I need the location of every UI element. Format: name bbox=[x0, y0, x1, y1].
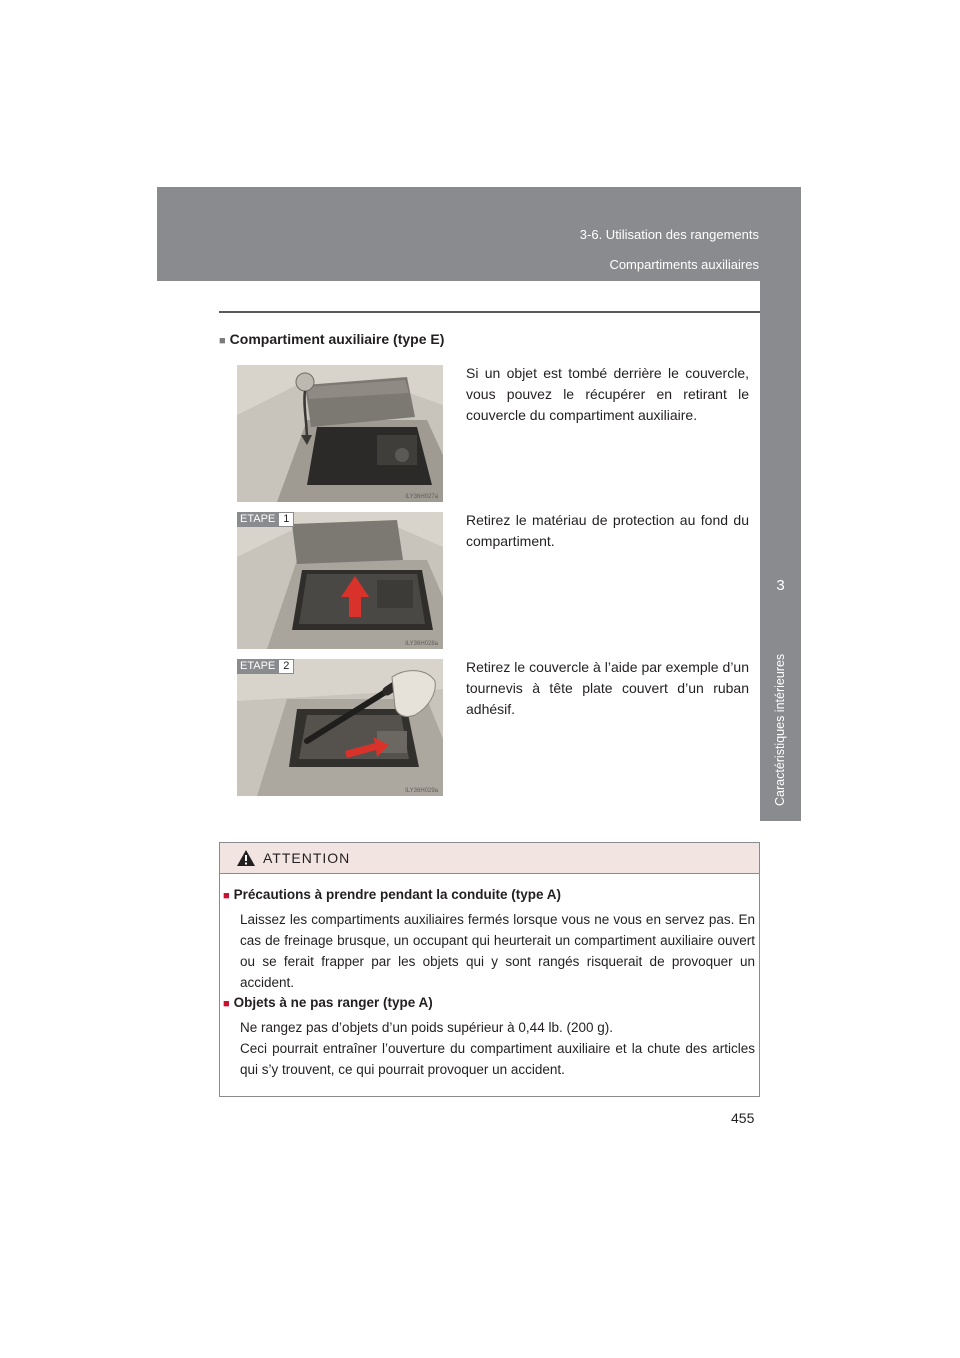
screwdriver-illustration bbox=[237, 659, 443, 796]
warning-item-title: Objets à ne pas ranger (type A) bbox=[233, 995, 433, 1010]
warning-item-title: Précautions à prendre pendant la conduite (type A) bbox=[233, 887, 561, 902]
section-heading-text: Compartiment auxiliaire (type E) bbox=[229, 331, 445, 347]
warning-marker: ■ bbox=[223, 998, 230, 1010]
header-section-title: 3-6. Utilisation des rangements bbox=[579, 227, 759, 242]
section-marker: ■ bbox=[219, 335, 226, 347]
compartment-lid-illustration bbox=[237, 365, 443, 502]
step-label: ETAPE bbox=[237, 659, 278, 674]
chapter-tab bbox=[760, 281, 801, 821]
section-heading bbox=[219, 331, 444, 347]
step-1-text: Retirez le matériau de protection au fond du compartiment. bbox=[466, 512, 749, 549]
step-0-text: Si un objet est tombé derrière le couvercle, vous pouvez le récupérer en retirant le couvercle du compartiment auxiliaire. bbox=[466, 365, 749, 423]
warning-paragraph: Ne rangez pas d’objets d’un poids supérieur à 0,44 lb. (200 g). bbox=[240, 1020, 613, 1035]
warning-paragraph: Laissez les compartiments auxiliaires fermés lorsque vous ne vous en servez pas. En cas de freinage brusque, un occupant qui heurterait un compartiment auxiliaire ouvert ou se ferait frapper par les objets qui y sont rangés risquerait de provoquer un accident. bbox=[240, 912, 755, 990]
step-number: 1 bbox=[278, 512, 294, 527]
photo-remove-protection bbox=[237, 512, 443, 649]
step-1-badge bbox=[237, 512, 294, 527]
step-2-badge bbox=[237, 659, 294, 674]
page-number: 455 bbox=[731, 1110, 755, 1126]
header-subsection-title: Compartiments auxiliaires bbox=[609, 257, 759, 272]
image-code: ILY36H029a bbox=[405, 788, 438, 794]
warning-item-body bbox=[240, 1017, 755, 1080]
chapter-title: Caractéristiques intérieures bbox=[773, 653, 787, 806]
step-label: ETAPE bbox=[237, 512, 278, 527]
photo-compartment-lid bbox=[237, 365, 443, 502]
image-code: ILY36H028a bbox=[405, 641, 438, 647]
image-code: ILY36H027a bbox=[405, 494, 438, 500]
page-header bbox=[157, 187, 801, 281]
warning-marker: ■ bbox=[223, 890, 230, 902]
remove-protection-illustration bbox=[237, 512, 443, 649]
warning-box bbox=[219, 842, 760, 1097]
step-2-text: Retirez le couvercle à l’aide par exemple d’un tournevis à tête plate couvert d’un ruban adhésif. bbox=[466, 659, 749, 717]
warning-triangle-icon bbox=[236, 849, 256, 867]
warning-paragraph: Ceci pourrait entraîner l’ouverture du compartiment auxiliaire et la chute des articles qui s’y trouvent, ce qui pourrait provoquer un accident. bbox=[240, 1041, 755, 1077]
photo-remove-lid-screwdriver bbox=[237, 659, 443, 796]
step-number: 2 bbox=[278, 659, 294, 674]
warning-header bbox=[220, 843, 759, 874]
chapter-number: 3 bbox=[776, 577, 785, 594]
warning-item-heading bbox=[223, 887, 561, 902]
top-divider bbox=[219, 311, 760, 313]
warning-item-body bbox=[240, 909, 755, 993]
warning-title: ATTENTION bbox=[263, 850, 351, 866]
warning-item-heading bbox=[223, 995, 433, 1010]
